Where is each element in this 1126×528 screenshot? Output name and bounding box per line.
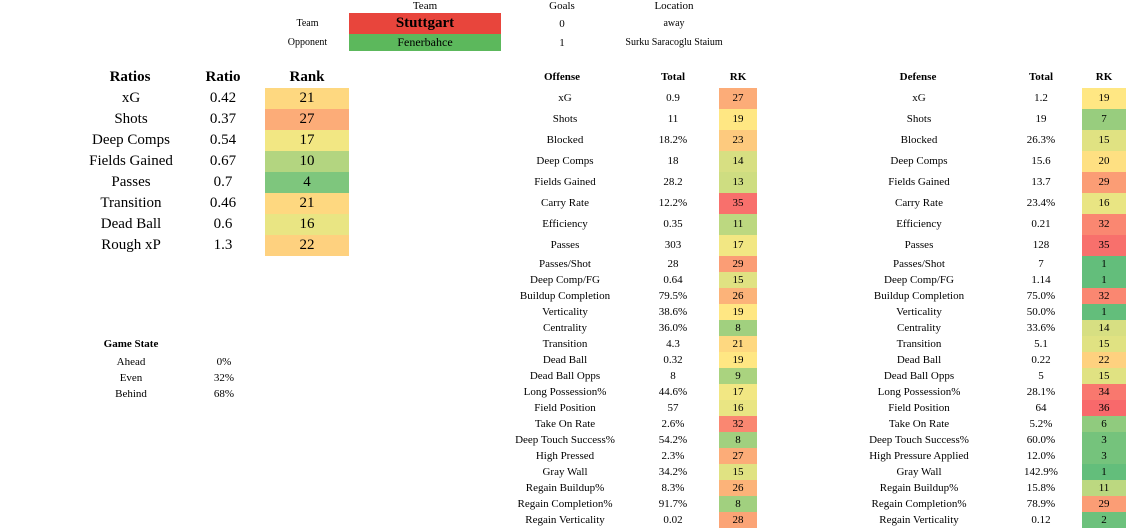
- offense-rank-cell: 19: [719, 352, 757, 368]
- opponent-goals: 1: [559, 37, 565, 49]
- offense-stat-name: High Pressed: [535, 450, 595, 462]
- ratio-name: Transition: [100, 195, 162, 211]
- opponent-name: Fenerbahce: [349, 34, 501, 51]
- ratio-value: 0.67: [209, 153, 237, 169]
- offense-stat-total: 4.3: [666, 338, 680, 350]
- game-state-label: Even: [119, 372, 143, 384]
- defense-header-total: Total: [1028, 71, 1054, 83]
- defense-rank-cell: 32: [1082, 288, 1126, 304]
- offense-stat-total: 54.2%: [658, 434, 688, 446]
- defense-stat-total: 1.14: [1031, 274, 1051, 286]
- defense-stat-name: Fields Gained: [888, 176, 950, 188]
- offense-rank-cell: 26: [719, 480, 757, 496]
- ratio-name: Passes: [111, 174, 151, 190]
- offense-rank-cell: 35: [719, 193, 757, 214]
- ratio-rank-cell: 27: [265, 109, 349, 130]
- defense-rank-cell: 34: [1082, 384, 1126, 400]
- offense-rank-cell: 8: [719, 496, 757, 512]
- offense-stat-name: Verticality: [542, 306, 588, 318]
- offense-stat-total: 57: [667, 402, 679, 414]
- offense-stat-name: Blocked: [546, 134, 584, 146]
- defense-rank-cell: 29: [1082, 496, 1126, 512]
- offense-stat-total: 91.7%: [658, 498, 688, 510]
- defense-stat-name: Passes: [904, 239, 934, 251]
- offense-stat-total: 38.6%: [658, 306, 688, 318]
- defense-rank-cell: 29: [1082, 172, 1126, 193]
- offense-stat-total: 44.6%: [658, 386, 688, 398]
- defense-stat-total: 60.0%: [1026, 434, 1056, 446]
- team-location: away: [663, 18, 685, 29]
- defense-rank-cell: 7: [1082, 109, 1126, 130]
- offense-stat-total: 2.3%: [661, 450, 685, 462]
- defense-stat-total: 5: [1038, 370, 1044, 382]
- offense-rank-cell: 17: [719, 384, 757, 400]
- offense-rank-cell: 19: [719, 304, 757, 320]
- offense-stat-name: Gray Wall: [542, 466, 588, 478]
- game-state-value: 68%: [213, 388, 235, 400]
- defense-rank-cell: 2: [1082, 512, 1126, 528]
- defense-stat-name: Regain Completion%: [871, 498, 967, 510]
- defense-stat-name: Passes/Shot: [893, 258, 945, 270]
- ratio-value: 0.46: [209, 195, 237, 211]
- defense-rank-cell: 6: [1082, 416, 1126, 432]
- ratio-rank-cell: 10: [265, 151, 349, 172]
- ratio-value: 1.3: [213, 237, 233, 253]
- offense-stat-total: 28.2: [663, 176, 683, 188]
- defense-rank-cell: 3: [1082, 432, 1126, 448]
- offense-stat-total: 0.64: [663, 274, 683, 286]
- ratio-value: 0.42: [209, 90, 237, 106]
- offense-rank-cell: 19: [719, 109, 757, 130]
- defense-stat-name: Carry Rate: [895, 197, 943, 209]
- goals-column-header: Goals: [549, 0, 575, 12]
- defense-stat-total: 28.1%: [1026, 386, 1056, 398]
- game-state-value: 32%: [213, 372, 235, 384]
- defense-rank-cell: 1: [1082, 272, 1126, 288]
- defense-stat-total: 15.6: [1031, 155, 1051, 167]
- offense-stat-total: 303: [664, 239, 682, 251]
- defense-rank-cell: 1: [1082, 464, 1126, 480]
- defense-stat-total: 5.1: [1034, 338, 1048, 350]
- defense-rank-cell: 15: [1082, 336, 1126, 352]
- offense-rank-cell: 14: [719, 151, 757, 172]
- offense-rank-cell: 21: [719, 336, 757, 352]
- team-name: Stuttgart: [349, 13, 501, 34]
- offense-stat-total: 8.3%: [661, 482, 685, 494]
- defense-stat-name: Dead Ball: [896, 354, 942, 366]
- defense-stat-total: 26.3%: [1026, 134, 1056, 146]
- offense-stat-total: 36.0%: [658, 322, 688, 334]
- game-state-label: Behind: [115, 388, 147, 400]
- defense-stat-total: 0.12: [1031, 514, 1051, 526]
- ratios-header-name: Ratios: [109, 69, 151, 85]
- defense-rank-cell: 3: [1082, 448, 1126, 464]
- ratios-header-ratio: Ratio: [205, 69, 241, 85]
- team-label: Team: [296, 18, 319, 29]
- ratio-name: Fields Gained: [89, 153, 173, 169]
- offense-stat-name: Shots: [552, 113, 578, 125]
- offense-stat-name: Transition: [542, 338, 588, 350]
- defense-stat-name: Dead Ball Opps: [883, 370, 955, 382]
- defense-stat-name: Deep Touch Success%: [869, 434, 969, 446]
- offense-stat-total: 28: [667, 258, 679, 270]
- defense-stat-total: 0.22: [1031, 354, 1051, 366]
- ratio-name: Rough xP: [101, 237, 161, 253]
- offense-stat-name: Passes/Shot: [539, 258, 591, 270]
- offense-rank-cell: 28: [719, 512, 757, 528]
- defense-stat-name: Gray Wall: [896, 466, 942, 478]
- defense-stat-total: 128: [1032, 239, 1050, 251]
- defense-rank-cell: 15: [1082, 130, 1126, 151]
- ratio-name: xG: [121, 90, 141, 106]
- opponent-label: Opponent: [287, 37, 328, 48]
- offense-stat-total: 0.02: [663, 514, 683, 526]
- team-column-header: Team: [412, 0, 438, 12]
- offense-header-rank: RK: [729, 71, 747, 83]
- offense-stat-total: 18.2%: [658, 134, 688, 146]
- offense-rank-cell: 26: [719, 288, 757, 304]
- offense-stat-name: Field Position: [534, 402, 596, 414]
- defense-stat-total: 142.9%: [1024, 466, 1058, 478]
- defense-stat-name: Take On Rate: [888, 418, 950, 430]
- offense-rank-cell: 9: [719, 368, 757, 384]
- offense-stat-total: 34.2%: [658, 466, 688, 478]
- ratio-rank-cell: 21: [265, 193, 349, 214]
- offense-stat-total: 11: [667, 113, 679, 125]
- offense-stat-name: Deep Comp/FG: [530, 274, 600, 286]
- offense-rank-cell: 32: [719, 416, 757, 432]
- offense-rank-cell: 29: [719, 256, 757, 272]
- offense-stat-total: 12.2%: [658, 197, 688, 209]
- defense-stat-name: Deep Comps: [890, 155, 948, 167]
- offense-rank-cell: 16: [719, 400, 757, 416]
- offense-rank-cell: 17: [719, 235, 757, 256]
- defense-stat-name: Verticality: [896, 306, 942, 318]
- defense-rank-cell: 16: [1082, 193, 1126, 214]
- ratio-name: Dead Ball: [100, 216, 162, 232]
- defense-rank-cell: 19: [1082, 88, 1126, 109]
- ratio-value: 0.7: [213, 174, 233, 190]
- defense-stat-name: Blocked: [900, 134, 938, 146]
- offense-rank-cell: 8: [719, 432, 757, 448]
- ratio-rank-cell: 17: [265, 130, 349, 151]
- defense-rank-cell: 32: [1082, 214, 1126, 235]
- defense-rank-cell: 1: [1082, 256, 1126, 272]
- offense-stat-total: 0.35: [663, 218, 683, 230]
- defense-rank-cell: 1: [1082, 304, 1126, 320]
- defense-stat-name: Regain Verticality: [879, 514, 959, 526]
- offense-stat-total: 0.32: [663, 354, 683, 366]
- defense-stat-name: High Pressure Applied: [869, 450, 969, 462]
- offense-stat-name: Regain Verticality: [525, 514, 605, 526]
- game-state-title: Game State: [103, 338, 159, 350]
- ratio-name: Deep Comps: [92, 132, 170, 148]
- location-column-header: Location: [654, 0, 694, 12]
- ratio-rank-cell: 4: [265, 172, 349, 193]
- ratios-header-rank: Rank: [289, 69, 325, 85]
- defense-stat-name: Deep Comp/FG: [884, 274, 954, 286]
- defense-stat-total: 23.4%: [1026, 197, 1056, 209]
- offense-stat-total: 2.6%: [661, 418, 685, 430]
- defense-stat-total: 78.9%: [1026, 498, 1056, 510]
- offense-rank-cell: 23: [719, 130, 757, 151]
- offense-rank-cell: 13: [719, 172, 757, 193]
- ratio-rank-cell: 21: [265, 88, 349, 109]
- offense-stat-name: Buildup Completion: [519, 290, 611, 302]
- defense-stat-total: 7: [1038, 258, 1044, 270]
- offense-rank-cell: 11: [719, 214, 757, 235]
- offense-stat-name: Passes: [550, 239, 580, 251]
- defense-rank-cell: 22: [1082, 352, 1126, 368]
- defense-stat-total: 75.0%: [1026, 290, 1056, 302]
- game-state-value: 0%: [216, 356, 232, 368]
- defense-header-rank: RK: [1095, 71, 1113, 83]
- defense-stat-total: 33.6%: [1026, 322, 1056, 334]
- offense-stat-name: Dead Ball: [542, 354, 588, 366]
- defense-stat-total: 5.2%: [1029, 418, 1053, 430]
- defense-stat-name: xG: [912, 92, 926, 104]
- defense-header-name: Defense: [899, 71, 937, 83]
- defense-stat-total: 1.2: [1034, 92, 1048, 104]
- defense-stat-name: Buildup Completion: [873, 290, 965, 302]
- offense-header-name: Offense: [543, 71, 581, 83]
- defense-rank-cell: 11: [1082, 480, 1126, 496]
- offense-stat-name: Deep Comps: [536, 155, 594, 167]
- defense-stat-total: 13.7: [1031, 176, 1051, 188]
- defense-stat-total: 50.0%: [1026, 306, 1056, 318]
- offense-rank-cell: 15: [719, 272, 757, 288]
- team-goals: 0: [559, 18, 565, 30]
- offense-rank-cell: 27: [719, 88, 757, 109]
- defense-stat-total: 0.21: [1031, 218, 1051, 230]
- defense-stat-name: Regain Buildup%: [879, 482, 959, 494]
- opponent-location: Surku Saracoglu Staium: [625, 37, 723, 48]
- ratio-name: Shots: [114, 111, 148, 127]
- offense-stat-total: 0.9: [666, 92, 680, 104]
- ratio-value: 0.54: [209, 132, 237, 148]
- defense-stat-total: 15.8%: [1026, 482, 1056, 494]
- defense-stat-name: Field Position: [888, 402, 950, 414]
- offense-stat-total: 79.5%: [658, 290, 688, 302]
- offense-stat-total: 18: [667, 155, 679, 167]
- offense-rank-cell: 27: [719, 448, 757, 464]
- defense-stat-name: Efficiency: [896, 218, 942, 230]
- defense-rank-cell: 36: [1082, 400, 1126, 416]
- ratio-rank-cell: 16: [265, 214, 349, 235]
- offense-rank-cell: 8: [719, 320, 757, 336]
- offense-stat-name: Dead Ball Opps: [529, 370, 601, 382]
- defense-stat-total: 64: [1035, 402, 1047, 414]
- defense-rank-cell: 20: [1082, 151, 1126, 172]
- defense-stat-total: 12.0%: [1026, 450, 1056, 462]
- offense-stat-name: Deep Touch Success%: [515, 434, 615, 446]
- offense-stat-name: Efficiency: [542, 218, 588, 230]
- defense-stat-name: Long Possession%: [877, 386, 961, 398]
- offense-stat-total: 8: [670, 370, 676, 382]
- offense-stat-name: Long Possession%: [523, 386, 607, 398]
- offense-rank-cell: 15: [719, 464, 757, 480]
- offense-stat-name: Regain Buildup%: [525, 482, 605, 494]
- ratio-rank-cell: 22: [265, 235, 349, 256]
- defense-rank-cell: 35: [1082, 235, 1126, 256]
- defense-stat-name: Shots: [906, 113, 932, 125]
- defense-stat-total: 19: [1035, 113, 1047, 125]
- offense-stat-name: Centrality: [543, 322, 587, 334]
- ratio-value: 0.37: [209, 111, 237, 127]
- defense-stat-name: Centrality: [897, 322, 941, 334]
- offense-stat-name: Carry Rate: [541, 197, 589, 209]
- defense-rank-cell: 14: [1082, 320, 1126, 336]
- defense-rank-cell: 15: [1082, 368, 1126, 384]
- offense-stat-name: Fields Gained: [534, 176, 596, 188]
- offense-header-total: Total: [660, 71, 686, 83]
- ratio-value: 0.6: [213, 216, 233, 232]
- offense-stat-name: Take On Rate: [534, 418, 596, 430]
- offense-stat-name: Regain Completion%: [517, 498, 613, 510]
- defense-stat-name: Transition: [896, 338, 942, 350]
- offense-stat-name: xG: [558, 92, 572, 104]
- game-state-label: Ahead: [116, 356, 146, 368]
